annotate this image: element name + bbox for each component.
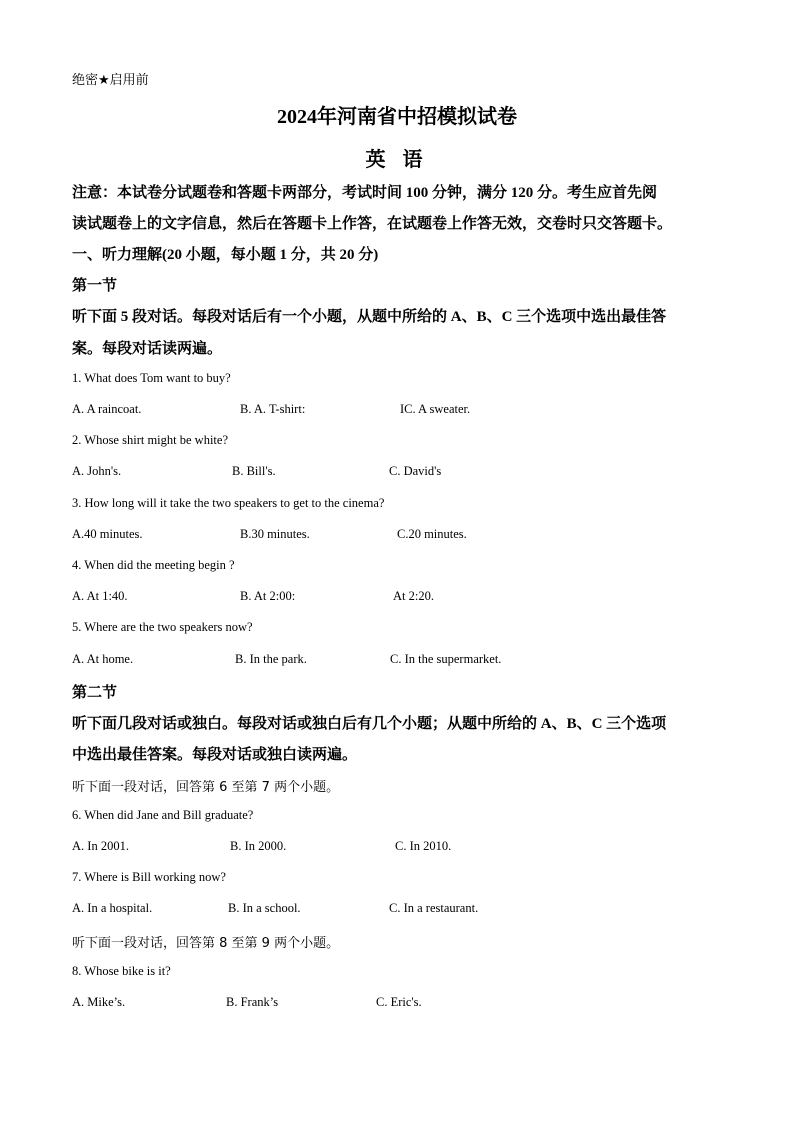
question-4: 4. When did the meeting begin ?	[72, 558, 235, 572]
confidential-mark: 绝密★启用前	[72, 73, 149, 88]
section-heading: 一、听力理解(20 小题，每小题 1 分，共 20 分)	[72, 247, 379, 263]
q5-option-c: C. In the supermarket.	[390, 652, 502, 666]
question-3: 3. How long will it take the two speakers to get to the cinema?	[72, 496, 385, 510]
notice-line-1: 注意：本试卷分试题卷和答题卡两部分，考试时间 100 分钟，满分 120 分。考生应首先阅	[72, 185, 658, 201]
q2-option-b: B. Bill's.	[232, 464, 276, 478]
part1-label: 第一节	[72, 278, 118, 294]
q8-option-b: B. Frank’s	[226, 995, 279, 1009]
notice-line-2: 读试题卷上的文字信息，然后在答题卡上作答，在试题卷上作答无效，交卷时只交答题卡。	[72, 216, 673, 232]
q4-option-c: At 2:20.	[393, 589, 434, 603]
q1-option-b: B. A. T-shirt:	[240, 402, 306, 416]
q6-option-c: C. In 2010.	[395, 839, 452, 853]
q6-option-b: B. In 2000.	[230, 839, 287, 853]
prompt-8-9: 听下面一段对话，回答第 8 至第 9 两个小题。	[72, 936, 340, 951]
q1-option-a: A. A raincoat.	[72, 402, 142, 416]
q2-option-c: C. David's	[389, 464, 442, 478]
q3-option-c: C.20 minutes.	[397, 527, 467, 541]
q8-option-a: A. Mike’s.	[72, 995, 126, 1009]
q7-option-a: A. In a hospital.	[72, 901, 153, 915]
part2-label: 第二节	[72, 685, 118, 701]
q3-option-a: A.40 minutes.	[72, 527, 143, 541]
part1-instruction-1: 听下面 5 段对话。每段对话后有一个小题，从题中所给的 A、B、C 三个选项中选出最佳答	[72, 309, 667, 325]
part1-instruction-2: 案。每段对话读两遍。	[72, 341, 223, 357]
q3-option-b: B.30 minutes.	[240, 527, 310, 541]
question-7: 7. Where is Bill working now?	[72, 870, 226, 884]
question-5: 5. Where are the two speakers now?	[72, 620, 253, 634]
q5-option-a: A. At home.	[72, 652, 134, 666]
question-6: 6. When did Jane and Bill graduate?	[72, 808, 254, 822]
question-1: 1. What does Tom want to buy?	[72, 371, 231, 385]
subject-title: 英 语	[365, 149, 429, 171]
prompt-6-7: 听下面一段对话，回答第 6 至第 7 两个小题。	[72, 780, 340, 795]
q7-option-c: C. In a restaurant.	[389, 901, 479, 915]
q1-option-c: IC. A sweater.	[400, 402, 471, 416]
question-2: 2. Whose shirt might be white?	[72, 433, 228, 447]
question-8: 8. Whose bike is it?	[72, 964, 171, 978]
q8-option-c: C. Eric's.	[376, 995, 422, 1009]
q2-option-a: A. John's.	[72, 464, 122, 478]
part2-instruction-2: 中选出最佳答案。每段对话或独白读两遍。	[72, 747, 358, 763]
exam-title: 2024年河南省中招模拟试卷	[277, 106, 517, 128]
q7-option-b: B. In a school.	[228, 901, 301, 915]
q4-option-b: B. At 2:00:	[240, 589, 296, 603]
q5-option-b: B. In the park.	[235, 652, 307, 666]
q4-option-a: A. At 1:40.	[72, 589, 128, 603]
q6-option-a: A. In 2001.	[72, 839, 129, 853]
part2-instruction-1: 听下面几段对话或独白。每段对话或独白后有几个小题；从题中所给的 A、B、C 三个选项	[72, 716, 667, 732]
